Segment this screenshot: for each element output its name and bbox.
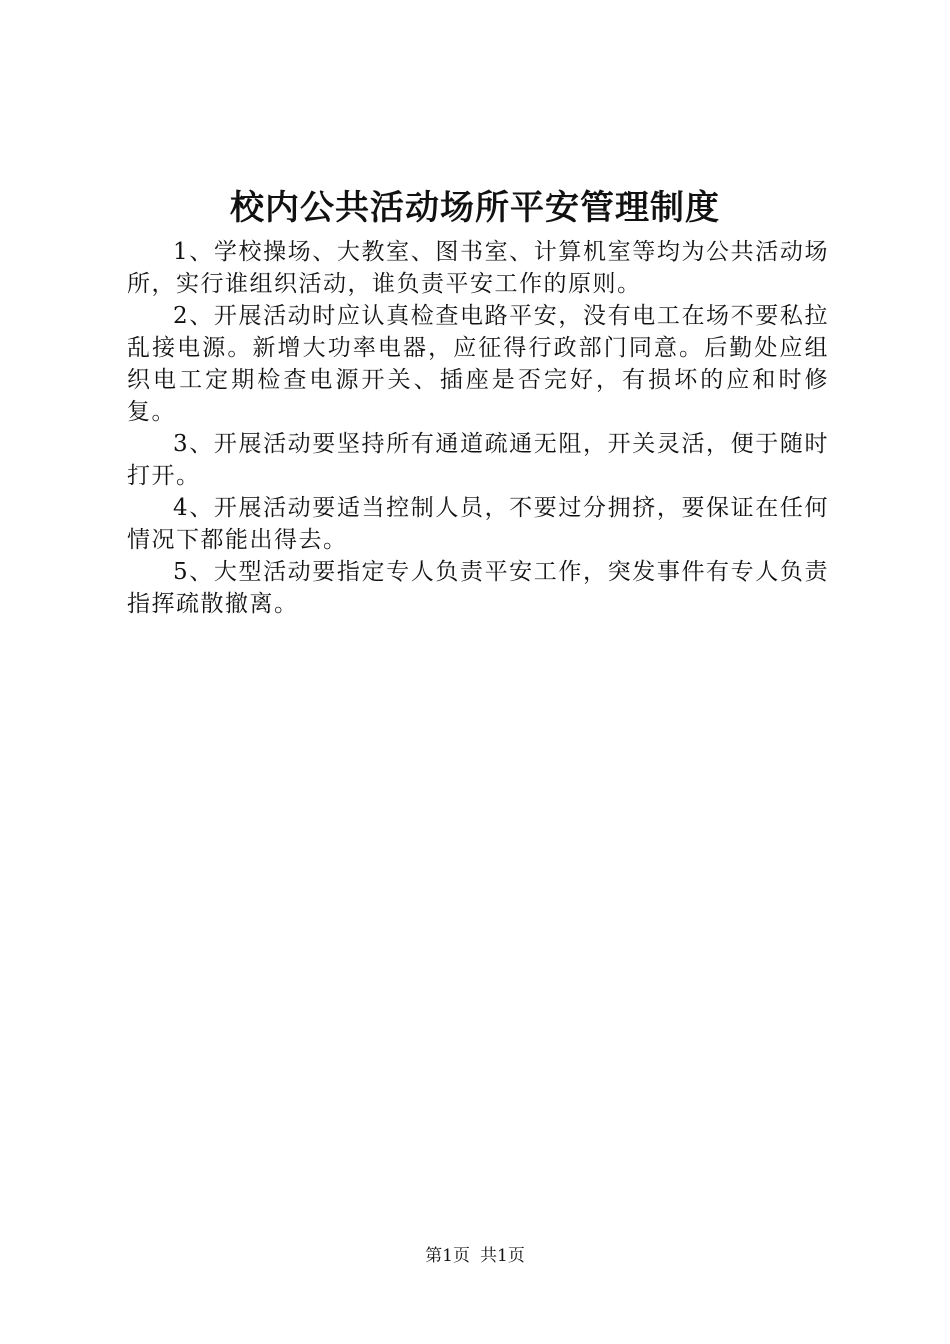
- page-total: 共1页: [480, 1246, 525, 1266]
- document-title: 校内公共活动场所平安管理制度: [230, 188, 720, 228]
- paragraph-2: 2、开展活动时应认真检查电路平安，没有电工在场不要私拉乱接电源。新增大功率电器，应征得行政部门同意。后勤处应组织电工定期检查电源开关、插座是否完好，有损坏的应和时修复。: [127, 303, 829, 425]
- paragraph-3: 3、开展活动要坚持所有通道疏通无阻，开关灵活，便于随时打开。: [127, 431, 829, 489]
- paragraph-4: 4、开展活动要适当控制人员，不要过分拥挤，要保证在任何情况下都能出得去。: [127, 495, 829, 553]
- page-footer: [0, 1244, 950, 1268]
- page-number: 第1页: [425, 1246, 470, 1266]
- paragraph-5: 5、大型活动要指定专人负责平安工作，突发事件有专人负责指挥疏散撤离。: [127, 559, 829, 617]
- paragraph-1: 1、学校操场、大教室、图书室、计算机室等均为公共活动场所，实行谁组织活动，谁负责平安工作的原则。: [127, 239, 829, 297]
- document-body: [127, 236, 829, 620]
